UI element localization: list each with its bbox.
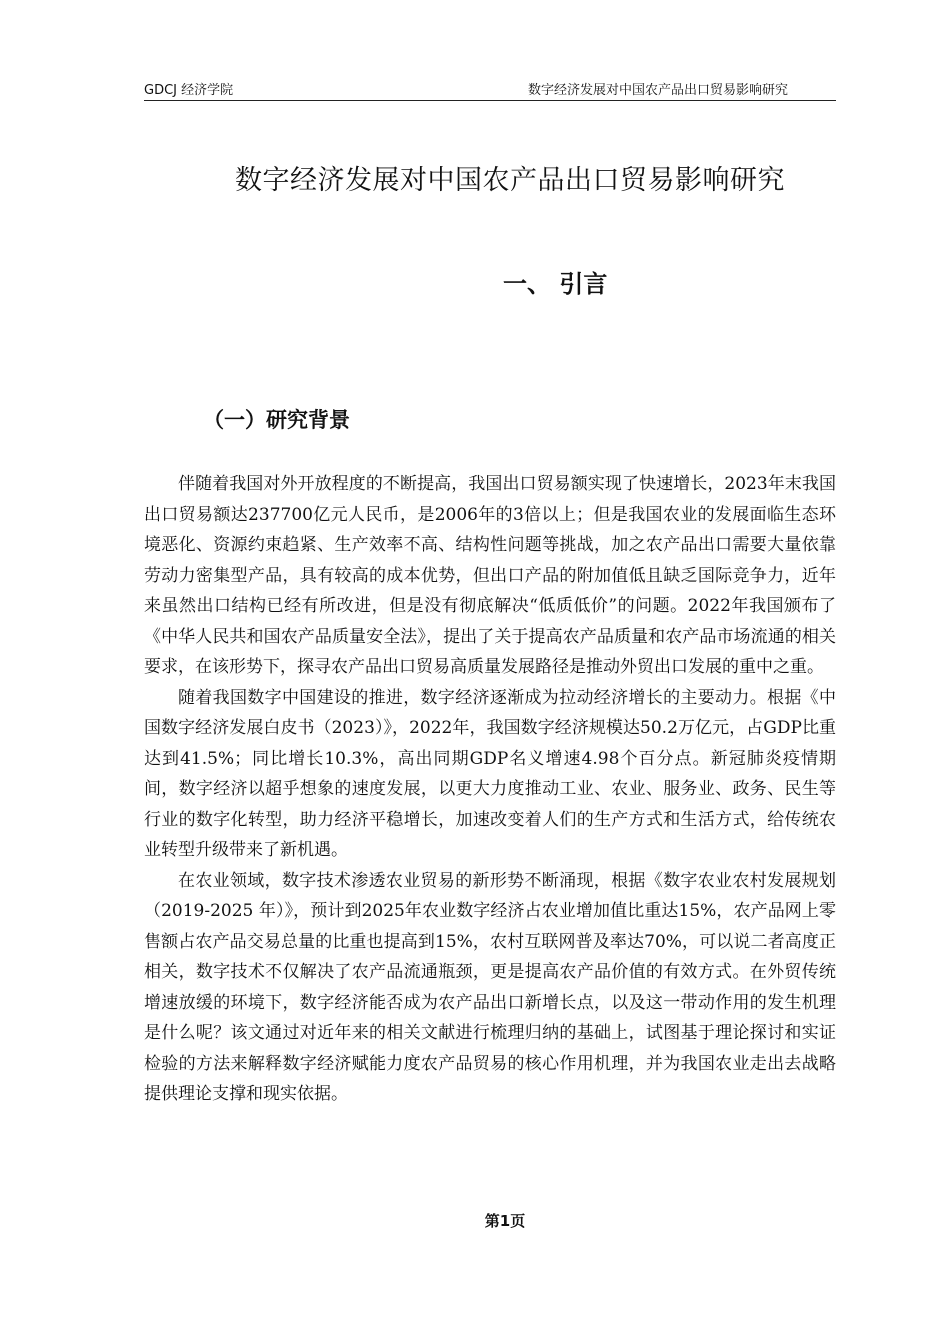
subsection-heading: （一）研究背景 (203, 408, 350, 432)
header-institution: GDCJ 经济学院 (144, 83, 234, 98)
page-header (144, 78, 836, 101)
body-text (144, 469, 836, 1110)
document-title: 数字经济发展对中国农产品出口贸易影响研究 (235, 165, 785, 196)
section-heading: 一、 引言 (503, 270, 608, 298)
paragraph: 伴随着我国对外开放程度的不断提高，我国出口贸易额实现了快速增长，2023年末我国出口贸易额达237700亿元人民币，是2006年的3倍以上；但是我国农业的发展面临生态环境恶化、资源约束趋紧、生产效率不高、结构性问题等挑战，加之农产品出口需要大量依靠劳动力密集型产品，具有较高的成本优势，但出口产品的附加值低且缺乏国际竞争力，近年来虽然出口结构已经有所改进，但是没有彻底解决“低质低价”的问题。2022年我国颁布了《中华人民共和国农产品质量安全法》，提出了关于提高农产品质量和农产品市场流通的相关要求，在该形势下，探寻农产品出口贸易高质量发展路径是推动外贸出口发展的重中之重。 (144, 474, 836, 677)
paragraph: 随着我国数字中国建设的推进，数字经济逐渐成为拉动经济增长的主要动力。根据《中国数字经济发展白皮书（2023）》，2022年，我国数字经济规模达50.2万亿元，占GDP比重达到41.5%；同比增长10.3%，高出同期GDP名义增速4.98个百分点。新冠肺炎疫情期间，数字经济以超乎想象的速度发展，以更大力度推动工业、农业、服务业、政务、民生等行业的数字化转型，助力经济平稳增长，加速改变着人们的生产方式和生活方式，给传统农业转型升级带来了新机遇。 (144, 687, 836, 860)
page-number: 第1页 (484, 1212, 526, 1230)
paragraph: 在农业领域，数字技术渗透农业贸易的新形势不断涌现，根据《数字农业农村发展规划（2019-2025 年）》，预计到2025年农业数字经济占农业增加值比重达15%，农产品网上零售额占农产品交易总量的比重也提高到15%，农村互联网普及率达70%，可以说二者高度正相关，数字技术不仅解决了农产品流通瓶颈，更是提高农产品价值的有效方式。在外贸传统增速放缓的环境下，数字经济能否成为农产品出口新增长点，以及这一带动作用的发生机理是什么呢？该文通过对近年来的相关文献进行梳理归纳的基础上，试图基于理论探讨和实证检验的方法来解释数字经济赋能力度农产品贸易的核心作用机理，并为我国农业走出去战略提供理论支撑和现实依据。 (144, 870, 836, 1104)
header-running-title: 数字经济发展对中国农产品出口贸易影响研究 (527, 83, 788, 98)
